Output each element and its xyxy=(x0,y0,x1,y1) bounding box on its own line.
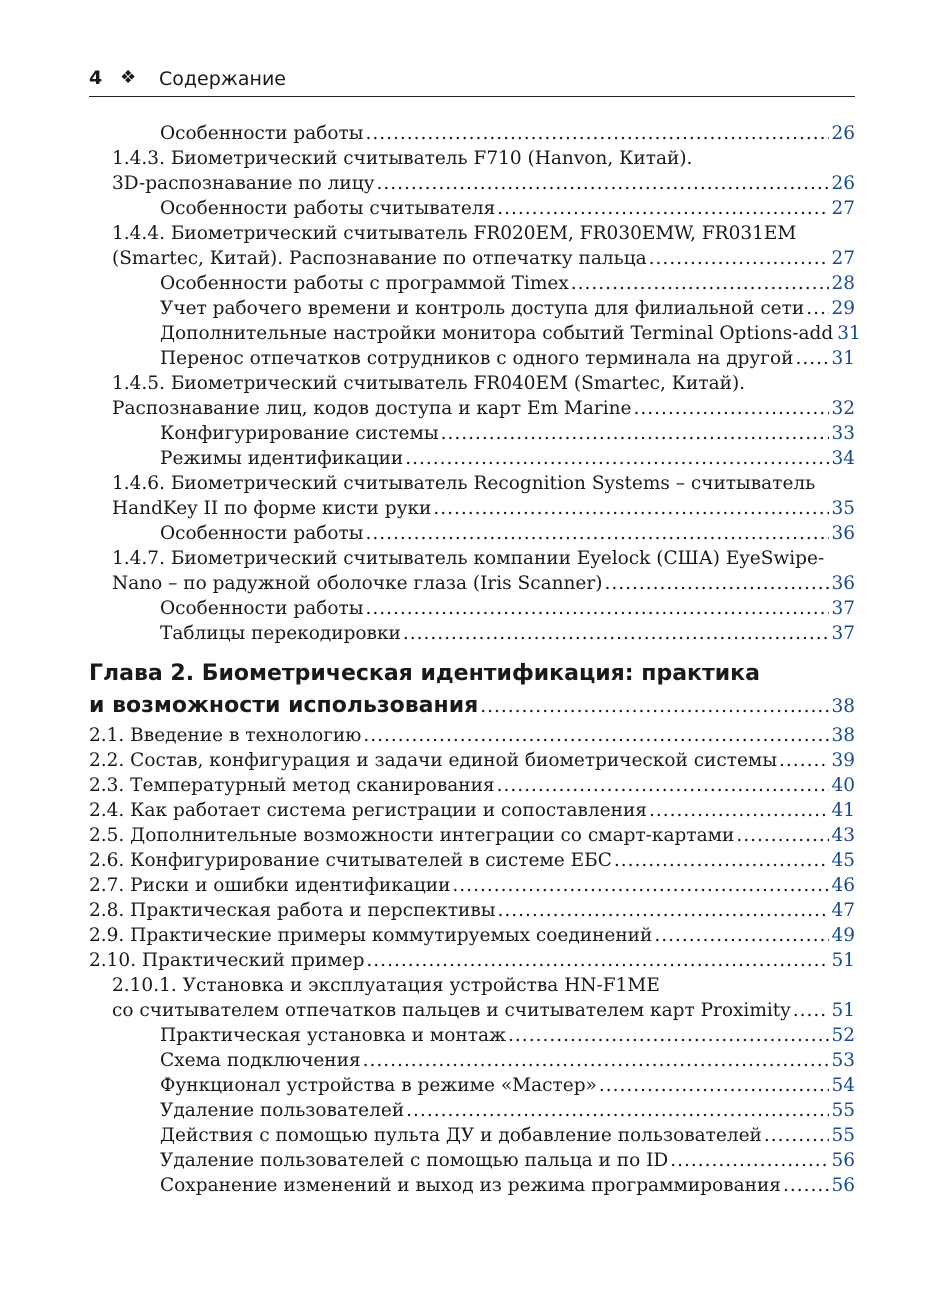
toc-entry-last-line xyxy=(89,690,855,723)
toc-page-number[interactable]: 34 xyxy=(831,448,855,469)
toc-entry[interactable] xyxy=(160,321,861,346)
toc-entry-title: Особенности работы считывателя xyxy=(160,198,496,219)
toc-entry-last-line xyxy=(112,496,855,521)
page-number: 4 xyxy=(89,67,103,89)
toc-entry[interactable] xyxy=(89,748,855,773)
toc-entry[interactable] xyxy=(160,621,855,646)
toc-entry[interactable] xyxy=(89,723,855,748)
toc-entry-title: Распознавание лиц, кодов доступа и карт Em Marine xyxy=(112,398,632,419)
toc-entry-title: 2.5. Дополнительные возможности интеграции со смарт-картами xyxy=(89,825,735,846)
toc-entry-last-line xyxy=(160,596,855,621)
toc-entry-title: Перенос отпечатков сотрудников с одного терминала на другой xyxy=(160,348,794,369)
toc-entry[interactable] xyxy=(160,1123,855,1148)
toc-entry-last-line xyxy=(160,446,855,471)
dot-leader xyxy=(779,748,829,773)
dot-leader xyxy=(634,396,830,421)
toc-entry[interactable] xyxy=(160,1148,855,1173)
toc-entry[interactable] xyxy=(112,546,855,596)
dot-leader xyxy=(480,691,829,723)
toc-page-number[interactable]: 56 xyxy=(831,1150,855,1171)
toc-entry-last-line xyxy=(160,346,855,371)
toc-entry[interactable] xyxy=(160,596,855,621)
toc-entry[interactable] xyxy=(89,923,855,948)
toc-page-number[interactable]: 33 xyxy=(831,423,855,444)
toc-entry-last-line xyxy=(89,923,855,948)
toc-entry-title: Конфигурирование системы xyxy=(160,423,439,444)
toc-entry-title: 2.8. Практическая работа и перспективы xyxy=(89,900,496,921)
toc-page-number[interactable]: 27 xyxy=(831,198,855,219)
toc-entry-last-line xyxy=(160,196,855,221)
toc-page-number[interactable]: 40 xyxy=(831,775,855,796)
toc-page-number[interactable]: 51 xyxy=(831,950,855,971)
toc-entry-last-line xyxy=(89,948,855,973)
toc-page-number[interactable]: 35 xyxy=(831,498,855,519)
dot-leader xyxy=(497,773,830,798)
toc-entry-title: 2.4. Как работает система регистрации и сопоставления xyxy=(89,800,647,821)
table-of-contents xyxy=(89,121,861,1198)
toc-page-number[interactable]: 37 xyxy=(831,623,855,644)
dot-leader xyxy=(764,1123,830,1148)
toc-page-number[interactable]: 55 xyxy=(831,1125,855,1146)
toc-entry[interactable] xyxy=(160,1073,855,1098)
toc-entry-title: Особенности работы xyxy=(160,523,364,544)
toc-entry-last-line xyxy=(89,798,855,823)
toc-entry[interactable] xyxy=(160,446,855,471)
toc-entry-title: Режимы идентификации xyxy=(160,448,404,469)
toc-entry[interactable] xyxy=(160,521,855,546)
toc-entry[interactable] xyxy=(89,848,855,873)
dot-leader xyxy=(793,998,830,1023)
toc-page-number[interactable]: 45 xyxy=(831,850,855,871)
toc-entry[interactable] xyxy=(89,823,855,848)
toc-entry-title: Удаление пользователей с помощью пальца и по ID xyxy=(160,1150,669,1171)
toc-entry[interactable] xyxy=(89,773,855,798)
page-header xyxy=(89,64,855,97)
toc-page-number[interactable]: 53 xyxy=(831,1050,855,1071)
toc-entry-last-line xyxy=(112,246,855,271)
toc-entry-last-line xyxy=(160,271,855,296)
toc-entry[interactable] xyxy=(89,873,855,898)
toc-entry-title: Дополнительные настройки монитора событий Terminal Options-add xyxy=(160,323,834,344)
dot-leader xyxy=(366,948,829,973)
toc-entry[interactable] xyxy=(160,196,855,221)
toc-entry-title: 2.9. Практические примеры коммутируемых соединений xyxy=(89,925,653,946)
dot-leader xyxy=(363,1048,830,1073)
toc-entry-title: 2.3. Температурный метод сканирования xyxy=(89,775,495,796)
toc-entry[interactable] xyxy=(89,898,855,923)
dot-leader xyxy=(508,1023,829,1048)
toc-entry-last-line xyxy=(160,421,855,446)
dot-leader xyxy=(498,898,830,923)
toc-entry-title-line: 1.4.5. Биометрический считыватель FR040EM (Smartec, Китай). xyxy=(112,373,746,394)
toc-entry-last-line xyxy=(160,121,855,146)
toc-entry-last-line xyxy=(112,998,855,1023)
toc-entry-title: Особенности работы xyxy=(160,598,364,619)
toc-entry[interactable] xyxy=(160,1098,855,1123)
toc-page-number[interactable]: 43 xyxy=(831,825,855,846)
toc-entry-last-line xyxy=(112,396,855,421)
toc-entry[interactable] xyxy=(89,798,855,823)
toc-entry-title: 2.6. Конфигурирование считывателей в системе ЕБС xyxy=(89,850,612,871)
toc-entry-title: Таблицы перекодировки xyxy=(160,623,401,644)
dot-leader xyxy=(649,246,830,271)
dot-leader xyxy=(433,496,829,521)
chapter-heading[interactable] xyxy=(89,658,855,723)
toc-entry-title: HandKey II по форме кисти руки xyxy=(112,498,432,519)
toc-entry-title: Nano – по радужной оболочке глаза (Iris Scanner) xyxy=(112,573,603,594)
toc-entry[interactable] xyxy=(112,973,855,1023)
dot-leader xyxy=(604,571,829,596)
ornament-icon: ❖ xyxy=(120,67,137,88)
toc-entry[interactable] xyxy=(112,146,855,196)
toc-entry-title: Особенности работы xyxy=(160,123,364,144)
toc-page-number[interactable]: 54 xyxy=(831,1075,855,1096)
toc-entry-last-line xyxy=(89,823,855,848)
dot-leader xyxy=(599,1073,830,1098)
dot-leader xyxy=(377,171,830,196)
dot-leader xyxy=(363,723,829,748)
toc-page-number[interactable]: 31 xyxy=(837,323,861,344)
dot-leader xyxy=(403,621,830,646)
dot-leader xyxy=(405,446,829,471)
toc-entry-title: 2.1. Введение в технологию xyxy=(89,725,362,746)
dot-leader xyxy=(571,271,830,296)
toc-entry-last-line xyxy=(160,321,861,346)
toc-entry-title: Функционал устройства в режиме «Мастер» xyxy=(160,1075,597,1096)
dot-leader xyxy=(365,121,829,146)
toc-entry-last-line xyxy=(89,748,855,773)
toc-entry-last-line xyxy=(160,1173,855,1198)
toc-page-number[interactable]: 47 xyxy=(831,900,855,921)
toc-entry-title: Учет рабочего времени и контроль доступа для филиальной сети xyxy=(160,298,805,319)
dot-leader xyxy=(806,296,829,321)
toc-page-number[interactable]: 38 xyxy=(831,696,855,717)
toc-entry[interactable] xyxy=(160,1173,855,1198)
toc-page-number[interactable]: 39 xyxy=(831,750,855,771)
toc-entry-title: Действия с помощью пульта ДУ и добавление пользователей xyxy=(160,1125,762,1146)
header-title: Содержание xyxy=(159,68,286,90)
dot-leader xyxy=(441,421,830,446)
toc-page-number[interactable]: 28 xyxy=(831,273,855,294)
dot-leader xyxy=(736,823,829,848)
toc-page-number[interactable]: 56 xyxy=(831,1175,855,1196)
toc-entry[interactable] xyxy=(160,421,855,446)
toc-entry-last-line xyxy=(160,1048,855,1073)
toc-entry[interactable] xyxy=(160,1048,855,1073)
toc-page-number[interactable]: 51 xyxy=(831,1000,855,1021)
toc-entry-last-line xyxy=(160,1148,855,1173)
toc-page-number[interactable]: 37 xyxy=(831,598,855,619)
toc-entry-title: со считывателем отпечатков пальцев и считывателем карт Proximity xyxy=(112,1000,791,1021)
dot-leader xyxy=(783,1173,830,1198)
toc-entry-title: Особенности работы с программой Timex xyxy=(160,273,569,294)
toc-entry-last-line xyxy=(160,621,855,646)
toc-entry[interactable] xyxy=(112,471,855,521)
toc-page-number[interactable]: 46 xyxy=(831,875,855,896)
toc-entry-last-line xyxy=(89,723,855,748)
toc-entry-last-line xyxy=(89,773,855,798)
dot-leader xyxy=(497,196,829,221)
toc-page-number[interactable]: 27 xyxy=(831,248,855,269)
toc-entry[interactable] xyxy=(160,121,855,146)
toc-page-number[interactable]: 55 xyxy=(831,1100,855,1121)
dot-leader xyxy=(365,596,829,621)
toc-entry[interactable] xyxy=(112,221,855,271)
toc-entry-title: и возможности использования xyxy=(89,693,479,718)
toc-entry[interactable] xyxy=(89,948,855,973)
toc-page-number[interactable]: 41 xyxy=(831,800,855,821)
toc-entry-title: Удаление пользователей xyxy=(160,1100,405,1121)
toc-entry-title-line: 1.4.3. Биометрический считыватель F710 (Hanvon, Китай). xyxy=(112,148,693,169)
toc-page-number[interactable]: 36 xyxy=(831,573,855,594)
toc-entry-title-line: 2.10.1. Установка и эксплуатация устройства HN-F1ME xyxy=(112,975,660,996)
dot-leader xyxy=(795,346,829,371)
dot-leader xyxy=(670,1148,829,1173)
toc-entry[interactable] xyxy=(160,346,855,371)
toc-page-number[interactable]: 32 xyxy=(831,398,855,419)
toc-entry-last-line xyxy=(160,521,855,546)
dot-leader xyxy=(365,521,829,546)
toc-entry-last-line xyxy=(89,848,855,873)
toc-page-number[interactable]: 26 xyxy=(831,123,855,144)
toc-entry-last-line xyxy=(160,1073,855,1098)
toc-entry-title: 3D-распознавание по лицу xyxy=(112,173,375,194)
toc-entry-title: 2.7. Риски и ошибки идентификации xyxy=(89,875,451,896)
dot-leader xyxy=(452,873,829,898)
toc-entry-title: Сохранение изменений и выход из режима программирования xyxy=(160,1175,781,1196)
toc-entry-last-line xyxy=(160,296,855,321)
toc-page-number[interactable]: 52 xyxy=(831,1025,855,1046)
toc-entry-last-line xyxy=(112,171,855,196)
toc-entry-title-line: 1.4.4. Биометрический считыватель FR020EM, FR030EMW, FR031EM xyxy=(112,223,797,244)
toc-page-number[interactable]: 26 xyxy=(831,173,855,194)
toc-entry-last-line xyxy=(160,1123,855,1148)
toc-entry-last-line xyxy=(89,898,855,923)
toc-page-number[interactable]: 49 xyxy=(831,925,855,946)
toc-entry-title-line: Глава 2. Биометрическая идентификация: практика xyxy=(89,661,760,686)
dot-leader xyxy=(654,923,829,948)
toc-entry-last-line xyxy=(89,873,855,898)
toc-entry-title-line: 1.4.6. Биометрический считыватель Recognition Systems – считыватель xyxy=(112,473,816,494)
toc-entry-title: Практическая установка и монтаж xyxy=(160,1025,507,1046)
toc-entry[interactable] xyxy=(160,1023,855,1048)
toc-page-number[interactable]: 36 xyxy=(831,523,855,544)
toc-page-number[interactable]: 38 xyxy=(831,725,855,746)
dot-leader xyxy=(614,848,830,873)
toc-entry[interactable] xyxy=(160,296,855,321)
dot-leader xyxy=(649,798,829,823)
toc-entry-title-line: 1.4.7. Биометрический считыватель компании Eyelock (США) EyeSwipe- xyxy=(112,548,825,569)
toc-entry-last-line xyxy=(160,1098,855,1123)
toc-entry-last-line xyxy=(160,1023,855,1048)
toc-entry-title: 2.2. Состав, конфигурация и задачи единой биометрической системы xyxy=(89,750,778,771)
toc-page-number[interactable]: 31 xyxy=(831,348,855,369)
dot-leader xyxy=(406,1098,829,1123)
toc-entry-title: (Smartec, Китай). Распознавание по отпечатку пальца xyxy=(112,248,647,269)
toc-entry[interactable] xyxy=(160,271,855,296)
toc-entry[interactable] xyxy=(112,371,855,421)
toc-entry-last-line xyxy=(112,571,855,596)
toc-page-number[interactable]: 29 xyxy=(831,298,855,319)
toc-entry-title: 2.10. Практический пример xyxy=(89,950,365,971)
toc-entry-title: Схема подключения xyxy=(160,1050,361,1071)
